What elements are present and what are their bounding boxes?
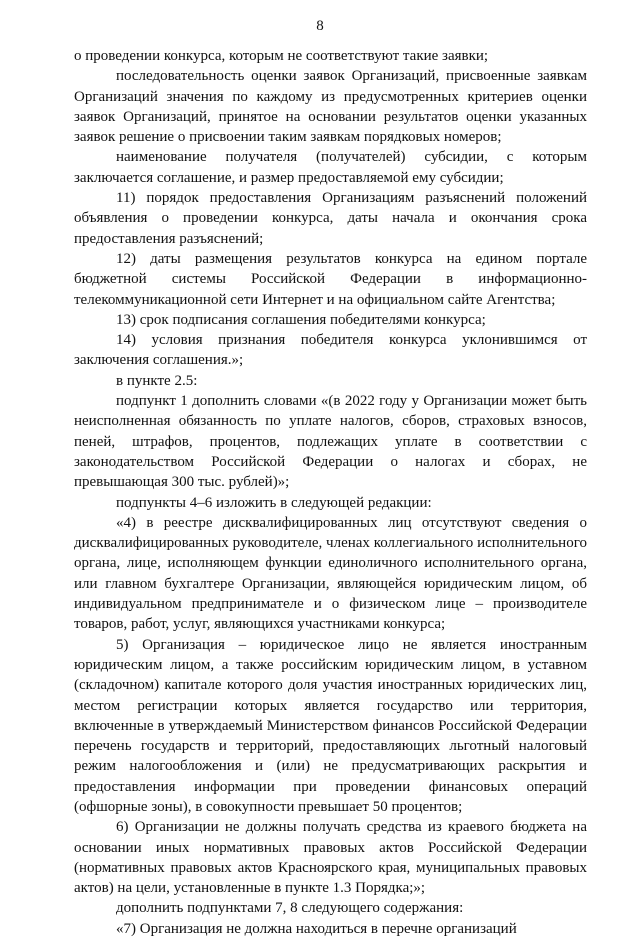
paragraph: подпункты 4–6 изложить в следующей редакции: xyxy=(116,494,432,511)
paragraph: наименование получателя (получателей) субсидии, с которым заключается соглашение, и размер предоставляемой ему субсидии; xyxy=(74,149,587,186)
paragraph: 6) Организации не должны получать средства из краевого бюджета на основании иных нормативных правовых актов Российской Федерации (нормативных правовых актов Красноярского края, муниципальных правовых актов) на цели, установленные в пункте 1.3 Порядка;»; xyxy=(74,819,587,897)
paragraph: 5) Организация – юридическое лицо не является иностранным юридическим лицом, а также российским юридическим лицом, в уставном (складочном) капитале которого доля участия иностранных юридических лиц, местом регистрации которых является государство или территория, включенные в утверждаемый Министерством финансов Российской Федерации перечень государств и территорий, предоставляющих льготный налоговый режим налогообложения и (или) не предусматривающих раскрытия и предоставления информации при проведении финансовых операций (офшорные зоны), в совокупности превышает 50 процентов; xyxy=(74,636,587,815)
paragraph: дополнить подпунктами 7, 8 следующего содержания: xyxy=(116,900,464,917)
paragraph: 13) срок подписания соглашения победителями конкурса; xyxy=(116,311,486,328)
paragraph: подпункт 1 дополнить словами «(в 2022 году у Организации может быть неисполненная обязанность по уплате налогов, сборов, страховых взносов, пеней, штрафов, процентов, подлежащих уплате в соответствии с законодательством Российской Федерации о налогах и сборах, не превышающая 300 тыс. рублей)»; xyxy=(74,393,587,491)
page-number: 8 xyxy=(316,18,324,34)
paragraph: последовательность оценки заявок Организаций, присвоенные заявкам Организаций значения по каждому из предусмотренных критериев оценки заявок Организаций, принятое на основании результатов оценки указанных заявок решение о присвоении таким заявкам порядковых номеров; xyxy=(74,68,587,146)
document-body xyxy=(74,46,587,939)
paragraph: о проведении конкурса, которым не соответствуют такие заявки; xyxy=(74,48,489,64)
paragraph: 11) порядок предоставления Организациям разъяснений положений объявления о проведении конкурса, даты начала и окончания срока предоставления разъяснений; xyxy=(74,190,587,247)
paragraph: в пункте 2.5: xyxy=(116,372,198,389)
paragraph: 12) даты размещения результатов конкурса на едином портале бюджетной системы Российской Федерации в информационно-телекоммуникационной сети Интернет и на официальном сайте Агентства; xyxy=(74,250,587,308)
paragraph: «7) Организация не должна находиться в перечне организаций xyxy=(116,920,517,937)
paragraph: «4) в реестре дисквалифицированных лиц отсутствуют сведения о дисквалифицированных руководителе, членах коллегиального исполнительного органа, лице, исполняющем функции единоличного исполнительного органа, или главном бухгалтере Организации, являющейся юридическим лицом, об индивидуальном предпринимателе и о физическом лице – производителе товаров, работ, услуг, являющихся участниками конкурса; xyxy=(74,514,587,633)
paragraph: 14) условия признания победителя конкурса уклонившимся от заключения соглашения.»; xyxy=(74,332,587,369)
